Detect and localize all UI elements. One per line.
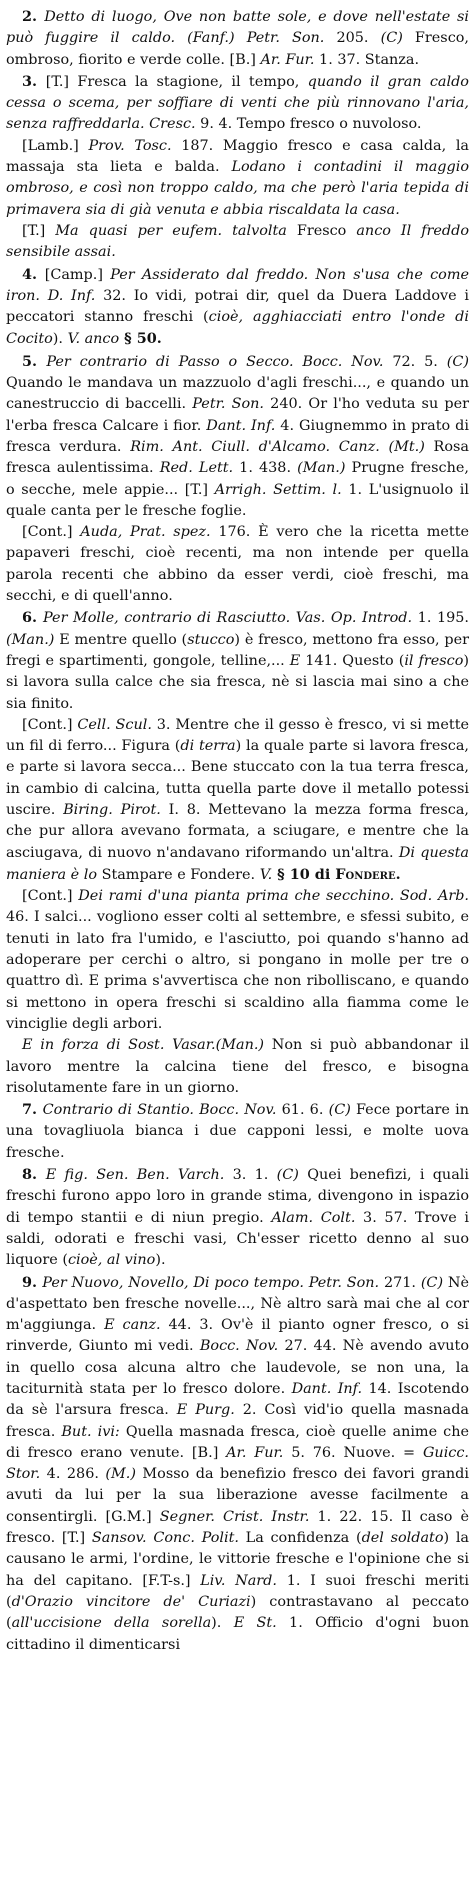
- text-segment: di terra: [180, 738, 236, 755]
- text-segment: (Mt.): [388, 438, 425, 455]
- text-segment: Quando le mandava un mazzuolo d'agli freschi..., e quando un canestruccio di baccelli.: [6, 375, 469, 413]
- text-segment: Per Molle, contrario di Rasciutto. Vas. Op. Introd.: [43, 610, 413, 627]
- entry-paragraph: [6, 6, 469, 71]
- text-segment: 4. 286.: [40, 1466, 106, 1483]
- text-segment: 7.: [22, 1101, 43, 1119]
- text-segment: Alam. Colt.: [271, 1209, 356, 1226]
- text-segment: 44. 3. Ov'è il pianto ogner fresco, o si rinverde, Giunto mi vedi.: [6, 1317, 469, 1355]
- text-segment: [Cont.]: [22, 716, 78, 733]
- text-segment: 32. Io vidi, potrai dir, quel da Duera Laddove i peccatori stanno freschi (: [6, 287, 469, 326]
- text-segment: § 50.: [119, 330, 162, 348]
- text-segment: (Man.): [297, 460, 346, 477]
- text-segment: Fece portare in una tovagliuola bianca i due capponi lessi, e molte uova fresche.: [6, 1102, 469, 1161]
- text-segment: quando il gran caldo cessa o scema, per soffiare di venti che più rinnovano l'aria, senza raffreddarla. Cresc.: [6, 73, 469, 133]
- entry-paragraph: [6, 1272, 469, 1656]
- text-segment: Cell. Scul.: [77, 716, 152, 733]
- text-segment: ).: [52, 331, 68, 348]
- text-segment: 46. I salci... vogliono esser colti al settembre, e sfessi subito, e tenuti in lato fra l'umido, e l'asciutto, poi quando s'hanno ad adoperare per cerchi o altro, si pongano in molle per tre o quattro dì. E prima s'avvertisca che non ribolliscano, e quando si mettono in opera freschi si scaldino alla fiamma come le vinciglie degli arbori.: [6, 909, 469, 1032]
- text-segment: E fig. Sen. Ben. Varch.: [45, 1167, 225, 1184]
- text-segment: Fondere.: [335, 865, 401, 883]
- text-segment: Arrigh. Settim. l.: [214, 481, 342, 498]
- text-segment: 9.: [22, 1273, 43, 1291]
- text-segment: 5.: [22, 352, 47, 370]
- text-segment: Ar. Fur.: [260, 51, 315, 68]
- text-segment: (C): [328, 1102, 351, 1119]
- text-segment: 1. 22. 15. Il caso è fresco. [T.]: [6, 1508, 469, 1547]
- text-segment: 1. 37. Stanza.: [314, 51, 420, 68]
- text-segment: 3. 1.: [224, 1167, 277, 1184]
- text-segment: 4. Giugnemmo in prato di fresca verdura.: [6, 417, 469, 455]
- text-segment: Liv. Nard.: [200, 1572, 277, 1589]
- text-segment: ) contrastavano al peccato (: [6, 1593, 469, 1632]
- text-segment: cioè, al vino: [67, 1252, 156, 1269]
- text-segment: Red. Lett.: [159, 460, 234, 477]
- text-segment: E canz.: [104, 1317, 161, 1334]
- text-segment: E mentre quello (: [54, 631, 188, 648]
- text-segment: Dei rami d'una pianta prima che secchino. Sod. Arb.: [78, 888, 470, 905]
- text-segment: Segner. Crist. Instr.: [159, 1508, 310, 1525]
- text-segment: V.: [259, 866, 273, 883]
- text-segment: 3.: [22, 72, 46, 90]
- text-segment: 2. Così vid'io quella masnada fresca.: [6, 1402, 469, 1440]
- text-segment: 176. È vero che la ricetta mette papaveri freschi, cioè recenti, ma non intende per quella parola recenti che abbino da esser verdi, cioè freschi, ma secchi, e di quell'anno.: [6, 524, 470, 605]
- text-segment: anco Il freddo sensibile assai.: [6, 222, 470, 261]
- text-segment: E Purg.: [176, 1402, 235, 1419]
- text-segment: Bocc. Nov.: [199, 1338, 279, 1355]
- text-segment: 2.: [22, 8, 45, 25]
- text-segment: d'Orazio vincitore de' Curiazi: [11, 1593, 251, 1610]
- text-segment: Stampare e Fondere.: [97, 866, 260, 883]
- text-segment: 1. 438.: [233, 460, 298, 477]
- text-segment: ) si lavora sulla calce che sia fresca, nè si lascia mai sino a che sia finito.: [6, 652, 469, 712]
- text-segment: 1. I suoi freschi meriti (: [6, 1572, 469, 1610]
- text-segment: Lodano i contadini il maggio ombroso, e così non troppo caldo, ma che però l'aria tepida di primavera sia di già venuta e abbia riscaldata la casa.: [6, 159, 469, 218]
- text-segment: stucco: [187, 631, 235, 648]
- text-segment: 3. Mentre che il gesso è fresco, vi si mette un fil di ferro... Figura (: [6, 716, 469, 755]
- text-segment: Auda, Prat. spez.: [80, 524, 211, 541]
- text-segment: 1. L'usignuolo il quale canta per le fresche foglie.: [6, 481, 469, 519]
- text-segment: 9. 4. Tempo fresco o nuvoloso.: [195, 116, 422, 133]
- text-segment: La confidenza (: [238, 1530, 362, 1547]
- text-segment: [Camp.]: [44, 266, 111, 283]
- text-segment: 271.: [379, 1274, 421, 1291]
- text-segment: Detto di luogo, Ove non batte sole, e dove nell'estate si può fuggire il caldo. (Fanf.) Petr. Son.: [6, 9, 469, 47]
- entry-paragraph: [6, 136, 469, 221]
- entry-paragraph: [6, 522, 469, 607]
- text-segment: Quei benefizi, i quali freschi furono appo loro in grande stima, divengono in ispazio di tempo stantii e di niun pregio.: [6, 1167, 469, 1226]
- text-segment: [Cont.]: [22, 524, 81, 541]
- text-segment: Nè d'aspettato ben fresche novelle..., Nè altro sarà mai che al cor m'aggiunga.: [6, 1274, 469, 1334]
- text-segment: Prov. Tosc.: [88, 137, 172, 154]
- text-segment: (Man.): [215, 1037, 265, 1054]
- text-segment: [Cont.]: [22, 888, 79, 905]
- text-segment: E in forza di Sost. Vasar.: [22, 1037, 216, 1054]
- text-segment: Quella masnada fresca, cioè quelle anime che di fresco erano venute. [B.]: [6, 1423, 469, 1461]
- text-segment: Fresco, ombroso, fiorito e verde colle. [B.]: [6, 30, 469, 68]
- text-segment: ).: [155, 1252, 166, 1269]
- text-segment: 1. 195.: [412, 610, 469, 627]
- entry-paragraph: [6, 1099, 469, 1164]
- text-segment: V. anco: [67, 331, 120, 348]
- text-segment: [T.] Fresca la stagione, il tempo,: [45, 73, 308, 90]
- text-segment: E St.: [233, 1615, 277, 1632]
- text-segment: ) la quale parte si lavora fresca, e parte si lavora secca... Bene stuccato con la tua terra fresca, in cambio di calcina, tutta quella parte dove il metallo potessi uscire.: [6, 738, 470, 818]
- text-segment: But. ivi:: [61, 1423, 120, 1440]
- text-segment: Mosso da benefizio fresco dei favori grandi avuti da lui per la sua liberazione avesse facilmente a consentirgli. [G.M.]: [6, 1466, 469, 1525]
- entry-paragraph: [6, 71, 469, 136]
- text-segment: Prugne fresche, o secche, mele appie... [T.]: [6, 460, 469, 498]
- text-segment: Per contrario di Passo o Secco. Bocc. Nov.: [46, 353, 384, 370]
- text-segment: Rosa fresca aulentissima.: [6, 438, 469, 477]
- entry-paragraph: [6, 221, 469, 264]
- text-segment: [T.]: [22, 222, 56, 239]
- text-segment: 5. 76. Nuove. =: [283, 1444, 423, 1461]
- text-segment: (C): [420, 1274, 444, 1291]
- entry-paragraph: [6, 1164, 469, 1271]
- text-segment: Sansov. Conc. Polit.: [91, 1530, 239, 1547]
- text-segment: (Man.): [6, 631, 55, 648]
- text-segment: Contrario di Stantio. Bocc. Nov.: [42, 1102, 277, 1119]
- text-segment: (C): [276, 1167, 299, 1184]
- text-segment: ) è fresco, mettono fra esso, per fregi e spartimenti, gongole, telline,...: [6, 631, 469, 669]
- text-segment: Per Nuovo, Novello, Di poco tempo. Petr. Son.: [42, 1274, 380, 1291]
- text-segment: 61. 6.: [276, 1102, 329, 1119]
- text-segment: Di questa maniera è lo: [6, 844, 469, 883]
- text-segment: 8.: [22, 1166, 46, 1184]
- text-segment: Dant. Inf.: [291, 1381, 363, 1397]
- text-segment: Biring. Pirot.: [63, 801, 161, 818]
- entry-paragraph: [6, 886, 469, 1035]
- text-segment: 240. Or l'ho veduta su per l'erba fresca Calcare i fior.: [6, 396, 469, 434]
- text-segment: Guicc. Stor.: [6, 1444, 469, 1483]
- text-segment: Non si può abbandonar il lavoro mentre la calcina tiene del fresco, e bisogna risolutamente fare in un giorno.: [6, 1037, 470, 1096]
- text-segment: [Lamb.]: [22, 137, 89, 154]
- text-segment: Dant. Inf.: [206, 417, 276, 434]
- text-segment: Rim. Ant. Ciull. d'Alcamo. Canz.: [130, 438, 380, 455]
- text-segment: 27. 44. Nè avendo avuto in quello cosa alcuna altro che laudevole, se non una, la taciturnità stata per lo fresco dolore.: [6, 1338, 469, 1397]
- text-segment: ) la causano le armi, l'ordine, le vittorie fresche e l'opinione che si ha del capitano. [F.T-s.]: [6, 1530, 470, 1589]
- text-segment: Ma quasi per eufem. talvolta: [55, 222, 287, 239]
- text-segment: 187. Maggio fresco e casa calda, la massaja sta lieta e balda.: [6, 137, 469, 176]
- text-segment: I. 8. Mettevano la mezza forma fresca, che pur allora avevano formata, a sciugare, e mentre che la asciugava, di nuovo n'andavano riformando un'altra.: [6, 801, 469, 861]
- text-segment: 141. Questo (: [300, 652, 405, 669]
- entry-paragraph: [6, 351, 469, 522]
- text-segment: 205.: [324, 30, 381, 47]
- entry-paragraph: [6, 607, 469, 714]
- entry-paragraph: [6, 715, 469, 886]
- text-segment: 4.: [22, 265, 45, 283]
- text-segment: Per Assiderato dal freddo. Non s'usa che come iron. D. Inf.: [6, 266, 469, 304]
- text-segment: 3. 57. Trove i saldi, odorati e freschi vasi, Ch'esser ricetto denno al suo liquore (: [6, 1209, 469, 1269]
- text-segment: del soldato: [361, 1530, 444, 1547]
- text-segment: 6.: [22, 609, 44, 627]
- text-segment: 14. Iscotendo da sè l'arsura fresca.: [6, 1381, 469, 1419]
- text-segment: ).: [211, 1615, 234, 1632]
- entry-paragraph: [6, 1035, 469, 1099]
- text-segment: all'uccisione della sorella: [11, 1615, 212, 1632]
- text-segment: 1. Officio d'ogni buon cittadino il dimenticarsi: [6, 1615, 470, 1653]
- text-segment: § 10 di: [272, 865, 336, 883]
- text-segment: E: [289, 652, 301, 669]
- text-segment: (C): [380, 30, 403, 47]
- entry-paragraph: [6, 264, 469, 351]
- text-segment: (C): [446, 353, 469, 370]
- text-segment: il fresco: [404, 652, 464, 669]
- text-segment: (M.): [105, 1466, 136, 1483]
- text-segment: 72. 5.: [383, 353, 447, 370]
- text-segment: Fresco: [286, 222, 357, 239]
- text-segment: cioè, agghiacciati entro l'onde di Cocito: [6, 309, 469, 348]
- text-segment: Ar. Fur.: [226, 1444, 284, 1461]
- text-segment: Petr. Son.: [192, 396, 265, 413]
